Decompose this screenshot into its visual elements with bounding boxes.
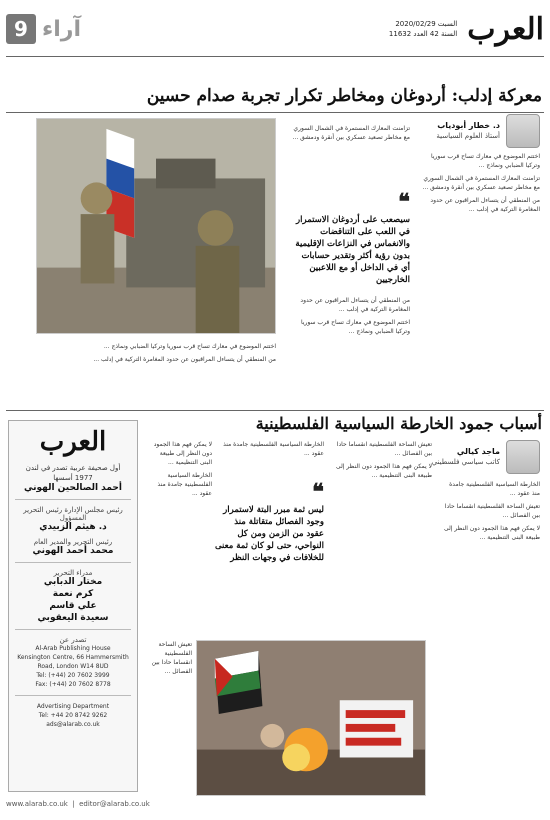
sidebar-tel: Tel: (+44) 20 7602 3999	[36, 672, 110, 679]
author-role: كاتب سياسي فلسطيني	[431, 458, 500, 466]
article1-column-2-bottom	[290, 296, 410, 404]
sidebar-staff-member: سعيدة اليعقوبي	[37, 613, 109, 623]
newspaper-logo: العرب	[467, 11, 544, 47]
paragraph: اختتم الموضوع في معارك تساح قرب سوريا وتركيا الضبابي ونماذج ...	[431, 153, 540, 169]
sidebar-editor2-role: رئيس التحرير والمدير العام	[33, 538, 113, 546]
author-meta	[432, 447, 500, 467]
paragraph: لا يمكن فهم هذا الجمود دون النظر إلى طبيعة البنى التنظيمية ...	[443, 525, 540, 541]
paragraph: من المنطقي أن يتساءل المراقبون عن حدود المغامرة التركية في إدلب ...	[430, 197, 540, 213]
article1-lower-text	[36, 342, 276, 408]
article2-column-1	[440, 480, 540, 794]
paragraph: الخارطة السياسية الفلسطينية جامدة منذ عقود ...	[157, 472, 212, 497]
sidebar-publisher: Al-Arab Publishing House	[35, 645, 111, 652]
sidebar-staff-role: مدراء التحرير	[53, 569, 93, 577]
article1-author	[436, 114, 540, 148]
sidebar-staff-member: مختار الدبابي	[43, 577, 103, 587]
author-name: ماجد كيالي	[456, 447, 500, 456]
article2-column-3-top	[214, 440, 324, 482]
article2-headline: أسباب جمود الخارطة السياسية الفلسطينية	[255, 414, 542, 433]
protest-photo	[196, 640, 426, 796]
paragraph: من المنطقي أن يتساءل المراقبون عن حدود المغامرة التركية في إدلب ...	[93, 356, 276, 363]
paragraph: تعيش الساحة الفلسطينية انقساما حادا بين الفصائل ...	[444, 503, 540, 519]
quote-icon: ❝	[312, 479, 324, 505]
article2-author	[432, 440, 540, 474]
footer-site[interactable]: www.alarab.co.uk	[6, 800, 68, 808]
author-meta	[436, 121, 500, 141]
article2-column-2	[332, 440, 432, 630]
quote-icon: ❝	[398, 189, 410, 215]
page-footer: www.alarab.co.uk | editor@alarab.co.uk	[6, 800, 150, 808]
article2-column-5	[146, 640, 192, 794]
sidebar-ads-tel: Tel: +44 20 8742 9262	[38, 712, 108, 719]
paragraph: الخارطة السياسية الفلسطينية جامدة منذ عقود ...	[449, 481, 540, 497]
paragraph: الخارطة السياسية الفلسطينية جامدة منذ عقود ...	[223, 441, 324, 457]
author-name: د. خطار أبودياب	[437, 121, 500, 130]
footer-email[interactable]: editor@alarab.co.uk	[79, 800, 150, 808]
sidebar-divider	[15, 562, 131, 563]
soldiers-photo-illustration	[37, 119, 275, 333]
paragraph: تزامنت المعارك المستمرة في الشمال السوري مع مخاطر تصعيد عسكري بين أنقرة ودمشق ...	[422, 175, 540, 191]
sidebar-address: Kensington Centre, 66 Hammersmith Road, London W14 8UD	[17, 654, 129, 670]
page-number: 9	[6, 14, 36, 44]
author-role: أستاذ العلوم السياسية	[436, 132, 500, 140]
section-divider	[6, 410, 544, 411]
issue-date: السبت 2020/02/29	[395, 20, 458, 28]
paragraph: لا يمكن فهم هذا الجمود دون النظر إلى طبيعة البنى التنظيمية ...	[153, 441, 212, 466]
paragraph: اختتم الموضوع في معارك تساح قرب سوريا وتركيا الضبابي ونماذج ...	[103, 343, 276, 350]
page-header	[6, 6, 544, 52]
sidebar-ads-email: ads@alarab.co.uk	[46, 721, 100, 728]
sidebar-editor-role: رئيس مجلس الإدارة رئيس التحرير المسؤول	[23, 506, 123, 522]
article1-column-2-top	[290, 124, 410, 192]
paragraph: تعيش الساحة الفلسطينية انقساما حادا بين الفصائل ...	[151, 641, 192, 675]
sidebar-publisher-role: تصدر عن	[59, 636, 87, 644]
paragraph: من المنطقي أن يتساءل المراقبون عن حدود المغامرة التركية في إدلب ...	[300, 297, 410, 313]
section-tab	[6, 14, 81, 44]
article1-headline: معركة إدلب: أردوغان ومخاطر تكرار تجربة صدام حسين	[146, 86, 542, 106]
paragraph: تزامنت المعارك المستمرة في الشمال السوري مع مخاطر تصعيد عسكري بين أنقرة ودمشق ...	[292, 125, 410, 141]
article1-column-1	[420, 152, 540, 402]
sidebar-editor: د. هيثم الزبيدي	[39, 522, 107, 532]
sidebar-ads: Advertising Department	[36, 703, 110, 710]
sidebar-founder: أحمد الصالحين الهوني	[24, 483, 122, 493]
sidebar-fax: Fax: (+44) 20 7602 8778	[35, 681, 111, 688]
article1-divider	[6, 112, 544, 113]
pull-quote-text: سيصعب على أردوغان الاستمرار في اللعب على التناقضات والانغماس في النزاعات الإقليمية بدون رؤية أكثر وتقدير حسابات أي في الداخل أو مع اللاعبين الخارجيين	[295, 215, 410, 285]
paragraph: تعيش الساحة الفلسطينية انقساما حادا بين الفصائل ...	[336, 441, 432, 457]
issue-number: السنة 42 العدد 11632	[388, 30, 458, 38]
sidebar-editor2: محمد أحمد الهوني	[32, 546, 114, 556]
pull-quote-text: ليس ثمة مبرر البتة لاستمرار وجود الفصائل متقاتلة منذ عقود من الزمن ومن كل النواحي، حتى لو كان ثمة معنى للخلافات في وجهات النظر	[214, 505, 324, 563]
author-avatar	[506, 114, 540, 148]
sidebar-divider	[15, 499, 131, 500]
section-title: آراء	[42, 16, 81, 42]
article2-pull-quote	[214, 479, 324, 586]
author-avatar	[506, 440, 540, 474]
paragraph: لا يمكن فهم هذا الجمود دون النظر إلى طبيعة البنى التنظيمية ...	[335, 463, 432, 479]
sidebar-founded: أول صحيفة عربية تصدر في لندن	[25, 464, 121, 472]
sidebar-logo: العرب	[39, 427, 107, 457]
masthead-sidebar	[8, 420, 138, 792]
sidebar-founded-year: 1977 أسسها	[53, 474, 93, 482]
header-divider	[6, 56, 544, 57]
article1-edge-text	[8, 342, 34, 408]
sidebar-staff-member: كرم نعمة	[52, 589, 94, 599]
sidebar-staff-member: علي قاسم	[49, 601, 97, 611]
article2-column-4	[146, 440, 212, 640]
issue-info	[389, 19, 457, 39]
sidebar-divider	[15, 629, 131, 630]
sidebar-divider	[15, 695, 131, 696]
article1-pull-quote	[290, 189, 410, 292]
paragraph: اختتم الموضوع في معارك تساح قرب سوريا وتركيا الضبابي ونماذج ...	[301, 319, 410, 335]
protest-photo-illustration	[197, 641, 425, 795]
masthead	[389, 12, 544, 47]
soldiers-photo	[36, 118, 276, 334]
